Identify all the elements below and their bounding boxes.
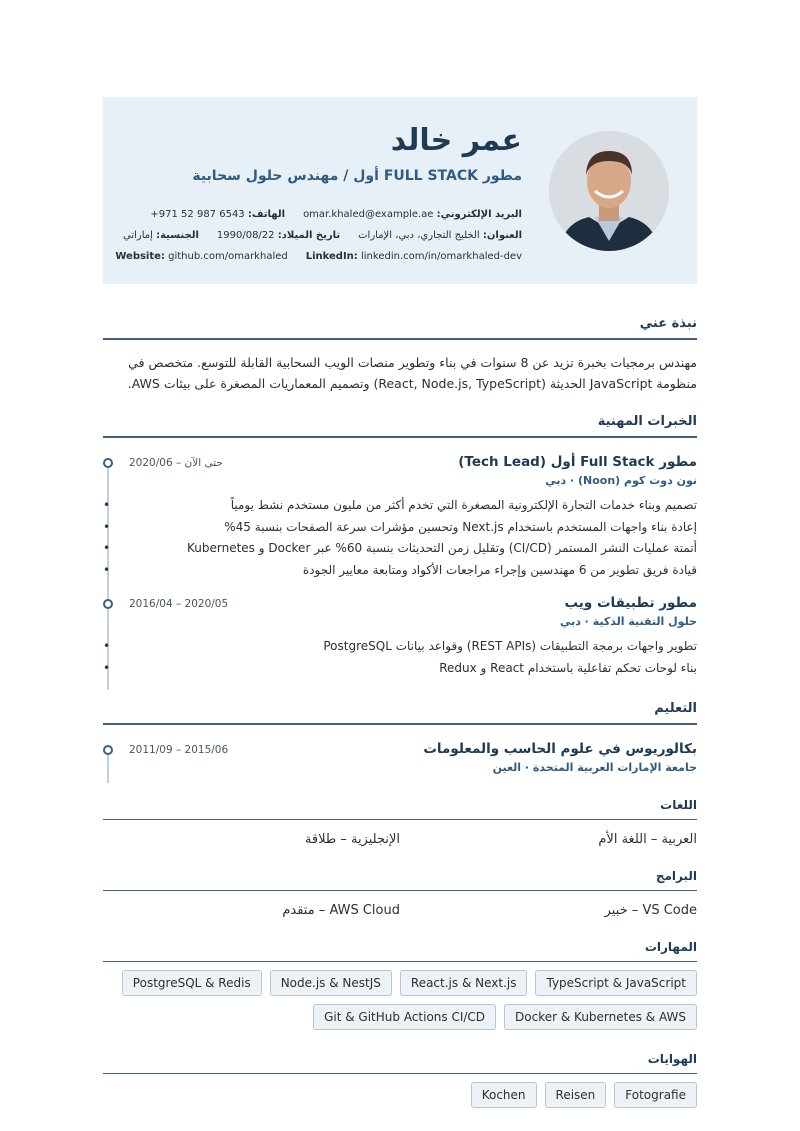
bullet-item: تصميم وبناء خدمات التجارة الإلكترونية المصغرة التي تخدم أكثر من مليون مستخدم نشط يومياً • (129, 495, 697, 517)
language-item: الإنجليزية – طلاقة (304, 832, 400, 847)
dob-item (217, 230, 340, 241)
job-title: مطور Full Stack أول (Tech Lead) (458, 454, 697, 470)
phone-item[interactable] (150, 209, 285, 220)
skill-chip: Node.js & NestJS (270, 970, 392, 996)
skill-chip: Git & GitHub Actions CI/CD (313, 1004, 496, 1030)
website-item[interactable] (115, 251, 287, 262)
timeline-dot (103, 599, 113, 609)
skills-chips (103, 970, 697, 1030)
dob-label: تاريخ الميلاد: (277, 230, 341, 241)
languages-section (103, 798, 697, 847)
bullet-item: تطوير واجهات برمجة التطبيقات (REST APIs) وقواعد بيانات PostgreSQL • (129, 636, 697, 658)
contact-row (122, 225, 522, 246)
bullet-item: قيادة فريق تطوير من 6 مهندسين وإجراء مراجعات الأكواد ومتابعة معايير الجودة • (129, 560, 697, 582)
job-company: حلول التقنية الذكية · دبي (559, 615, 697, 628)
section-title: نبذة عني (103, 316, 697, 340)
section-title: الهوايات (103, 1052, 697, 1074)
timeline-dot (103, 458, 113, 468)
job-bullets (103, 636, 697, 679)
skills-section (103, 940, 697, 1030)
education-section (103, 701, 697, 774)
email-value: omar.khaled@example.ae (303, 209, 434, 220)
education-timeline (103, 741, 697, 774)
address-item (358, 230, 522, 241)
hobby-chip: Fotografie (614, 1082, 697, 1108)
job-date: 2016/04 – 2020/05 (129, 598, 229, 610)
person-name: عمر خالد (390, 123, 522, 158)
university: جامعة الإمارات العربية المتحدة · العين (492, 761, 697, 774)
job-entry (103, 595, 697, 679)
nationality-label: الجنسية: (156, 230, 199, 241)
phone-label: الهاتف: (247, 209, 286, 220)
job-entry (103, 454, 697, 581)
job-title: مطور تطبيقات ويب (564, 595, 697, 611)
education-entry (103, 741, 697, 774)
avatar-illustration (549, 131, 669, 251)
profile-photo (549, 131, 669, 251)
contact-row (115, 246, 522, 267)
website-label: Website: (115, 251, 165, 262)
job-header (103, 454, 697, 470)
about-text: مهندس برمجيات بخبرة تزيد عن 8 سنوات في بناء وتطوير منصات الويب السحابية القابلة للتوسع. متخصص في منظومة JavaScript الحديثة (React, Node.js, TypeScript) وتصميم المعماريات المصغرة على بيئات AWS. (127, 355, 697, 391)
dob-value: 1990/08/22 (216, 230, 275, 241)
bullet-item: بناء لوحات تحكم تفاعلية باستخدام React و Redux • (129, 658, 697, 680)
skill-chip: Docker & Kubernetes & AWS (504, 1004, 697, 1030)
job-bullets (103, 495, 697, 581)
job-date: 2020/06 – حتى الآن (129, 457, 223, 469)
hobby-chip: Kochen (471, 1082, 537, 1108)
timeline-dot (103, 745, 113, 755)
linkedin-value: linkedin.com/in/omarkhaled-dev (361, 251, 522, 262)
education-date: 2011/09 – 2015/06 (129, 744, 229, 756)
skill-chip: PostgreSQL & Redis (122, 970, 262, 996)
section-title: المهارات (103, 940, 697, 962)
software-item: AWS Cloud – متقدم (282, 903, 400, 918)
email-label: البريد الإلكتروني: (436, 209, 522, 220)
phone-value: +971 52 987 6543 (150, 209, 245, 220)
nationality-value: إماراتي (122, 230, 153, 241)
skill-chip: React.js & Next.js (400, 970, 528, 996)
language-item: العربية – اللغة الأم (598, 832, 697, 847)
skill-chip: TypeScript & JavaScript (535, 970, 697, 996)
linkedin-item[interactable] (306, 251, 522, 262)
contact-info (115, 204, 522, 267)
section-title: الخبرات المهنية (103, 414, 697, 438)
job-title-headline: مطور FULL STACK أول / مهندس حلول سحابية (192, 168, 522, 184)
section-title: اللغات (103, 798, 697, 820)
software-item: VS Code – خبير (604, 903, 697, 918)
hobby-chip: Reisen (545, 1082, 607, 1108)
nationality-item (123, 230, 199, 241)
section-title: البرامج (103, 869, 697, 891)
languages-list (103, 832, 697, 847)
software-section (103, 869, 697, 918)
cv-page (103, 97, 697, 1108)
job-header (103, 595, 697, 611)
address-value: الخليج التجاري، دبي، الإمارات (358, 230, 480, 241)
email-item[interactable] (303, 209, 522, 220)
education-header (103, 741, 697, 757)
website-value: github.com/omarkhaled (168, 251, 288, 262)
contact-row (142, 204, 522, 225)
linkedin-label: LinkedIn: (305, 251, 358, 262)
hobbies-section (103, 1052, 697, 1108)
section-title: التعليم (103, 701, 697, 725)
about-section (103, 316, 697, 394)
software-list (103, 903, 697, 918)
bullet-item: إعادة بناء واجهات المستخدم باستخدام Next.js وتحسين مؤشرات سرعة الصفحات بنسبة 45% • (129, 517, 697, 539)
experience-timeline (103, 454, 697, 679)
experience-section (103, 414, 697, 679)
address-label: العنوان: (482, 230, 522, 241)
degree-title: بكالوريوس في علوم الحاسب والمعلومات (423, 741, 697, 757)
job-company: نون دوت كوم (Noon) · دبي (545, 474, 697, 487)
bullet-item: أتمتة عمليات النشر المستمر (CI/CD) وتقليل زمن التحديثات بنسبة 60% عبر Docker و Kubernetes • (129, 538, 697, 560)
hobbies-chips (103, 1082, 697, 1108)
cv-header (103, 97, 697, 284)
